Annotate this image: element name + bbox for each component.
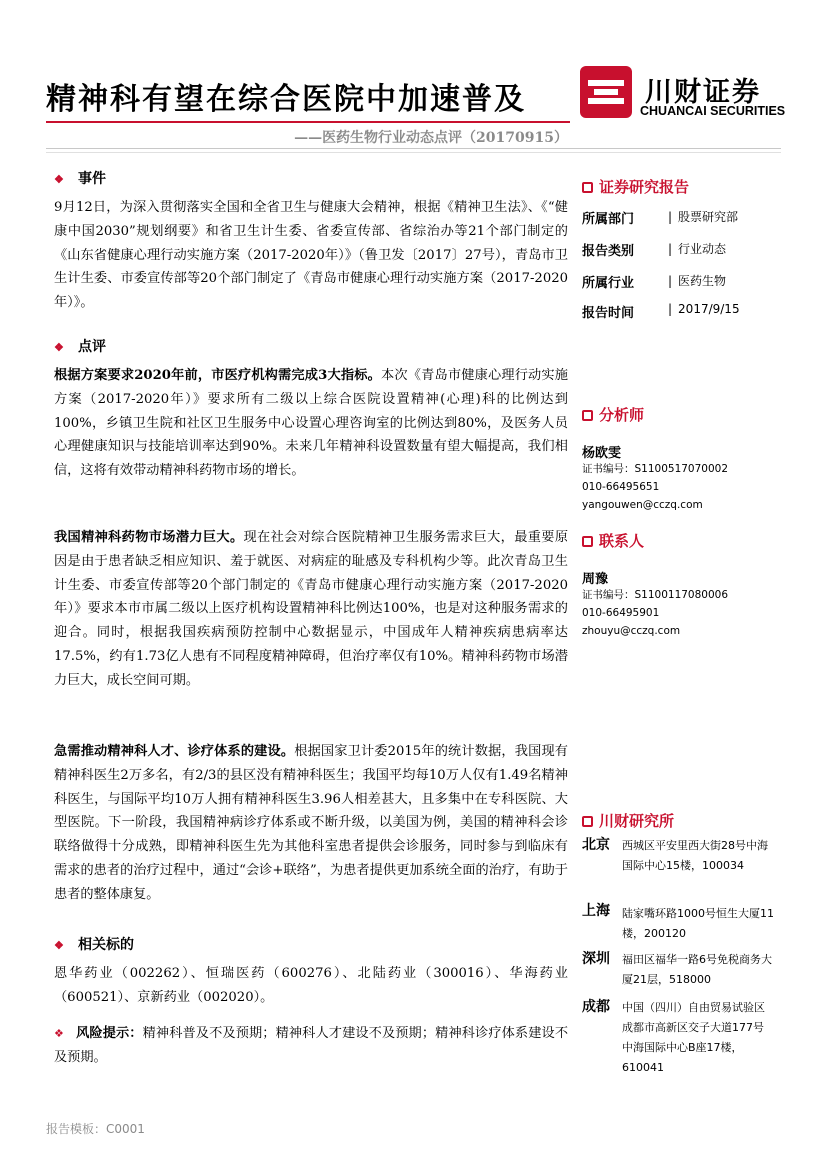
comment-p3-lead: 急需推动精神科人才、诊疗体系的建设。 (54, 744, 295, 759)
section-square-icon (582, 182, 593, 193)
contact-phone: 010-66495901 (582, 607, 660, 619)
brand-name: 川财证券 (645, 77, 761, 107)
title-rule (46, 121, 570, 123)
section-comment-heading: ❖ 点评 (54, 339, 106, 355)
meta-label-dept: 所属部门 (582, 212, 635, 227)
event-paragraph: 9月12日，为深入贯彻落实全国和全省卫生与健康大会精神，根据《精神卫生法》、《“健康中国2030”规划纲要》和省卫生计生委、省委宣传部、省综治办等21个部门制定的《山东省健康心理行动实施方案（2017-2020年）》（鲁卫发〔2017〕27号），青岛市卫生计生委、市委宣传部等20个部门制定了《青岛市健康心理行动实施方案（2017-2020年）》。 (54, 200, 568, 311)
page-subtitle: ——医药生物行业动态点评（20170915） (294, 130, 568, 146)
diamond-bullet-icon: ❖ (54, 939, 64, 952)
office-address-shanghai: 陆家嘴环路1000号恒生大厦11楼，200120 (622, 907, 774, 940)
office-city-chengdu: 成都 (582, 999, 610, 1015)
header-divider-thin (46, 152, 781, 153)
section-event-heading: ❖ 事件 (54, 171, 106, 187)
brand-logo-icon (580, 66, 632, 118)
contact-email[interactable]: zhouyu@cczq.com (582, 625, 681, 637)
diamond-bullet-icon: ❖ (54, 173, 64, 186)
office-address-shenzhen: 福田区福华一路6号免税商务大厦21层，518000 (622, 953, 772, 986)
analyst-name: 杨欧雯 (582, 446, 622, 461)
meta-value-category: | 行业动态 (668, 240, 726, 257)
contact-cert: 证书编号：S1100117080006 (582, 589, 729, 601)
section-targets-heading: ❖ 相关标的 (54, 937, 134, 953)
contact-heading: 联系人 (582, 530, 644, 551)
analyst-phone: 010-66495651 (582, 481, 660, 493)
targets-paragraph: 恩华药业（002262）、恒瑞医药（600276）、北陆药业（300016）、华海药业（600521）、京新药业（002020）。 (54, 966, 568, 1005)
comment-paragraph-2 (54, 526, 568, 693)
diamond-bullet-icon: ❖ (54, 341, 64, 354)
header-divider (46, 148, 781, 149)
meta-value-dept: | 股票研究部 (668, 208, 738, 225)
contact-name: 周豫 (582, 572, 609, 587)
office-address-beijing: 西城区平安里西大街28号中海国际中心15楼，100034 (622, 839, 768, 872)
section-square-icon (582, 536, 593, 547)
analyst-heading: 分析师 (582, 404, 644, 425)
office-city-beijing: 北京 (582, 837, 610, 853)
analyst-cert: 证书编号：S1100517070002 (582, 463, 729, 475)
comment-p2-lead: 我国精神科药物市场潜力巨大。 (54, 530, 244, 545)
meta-label-category: 报告类别 (582, 244, 635, 259)
comment-paragraph-1 (54, 364, 568, 483)
brand-name-en: CHUANCAI SECURITIES (640, 104, 786, 118)
comment-p3-body: 根据国家卫计委2015年的统计数据，我国现有精神科医生2万多名，有2/3的县区没有精神科医生；我国平均每10万人仅有1.49名精神科医生，与国际平均10万人拥有精神科医生3.96人相差甚大，且多集中在专科医院、大型医院。下一阶段，我国精神病诊疗体系或不断升级，以美国为例，美国的精神科会诊联络做得十分成熟，即精神科医生先为其他科室患者提供会诊服务，同时参与到临床有需求的患者的治疗过程中，通过“会诊+联络”，为患者提供更加系统全面的治疗，有助于患者的整体康复。 (54, 744, 568, 902)
comment-p1-lead: 根据方案要求2020年前，市医疗机构需完成3大指标。 (54, 368, 381, 383)
section-square-icon (582, 816, 593, 827)
comment-p2-body: 现在社会对综合医院精神卫生服务需求巨大，最重要原因是由于患者缺乏相应知识、羞于就医、对病症的耻感及专科机构少等。此次青岛卫生计生委、市委宣传部等20个部门制定的《青岛市健康心理行动实施方案（2017-2020年）》要求本市市属二级以上医疗机构设置精神科比例达100%，也是对这种服务需求的迎合。同时，根据我国疾病预防控制中心数据显示，中国成年人精神疾病患病率达17.5%，约有1.73亿人患有不同程度精神障碍，但治疗率仅有10%。精神科药物市场潜力巨大，成长空间可期。 (54, 530, 569, 688)
page-title: 精神科有望在综合医院中加速普及 (46, 82, 526, 117)
analyst-email[interactable]: yangouwen@cczq.com (582, 499, 703, 511)
comment-p1-body: 本次《青岛市健康心理行动实施方案（2017-2020年）》要求所有二级以上综合医院设置精神(心理)科的比例达到100%，乡镇卫生院和社区卫生服务中心设置心理咨询室的比例达到80%，及医务人员心理健康知识与技能培训率达到90%。未来几年精神科设置数量有望大幅提高，我们相信，这将有效带动精神科药物市场的增长。 (54, 368, 568, 479)
report-heading: 证券研究报告 (582, 176, 689, 197)
meta-label-date: 报告时间 (582, 306, 635, 321)
diamond-bullet-icon: ❖ (54, 1027, 64, 1040)
institute-heading: 川财研究所 (582, 810, 674, 831)
risk-heading: 风险提示： (76, 1026, 143, 1041)
office-city-shanghai: 上海 (582, 903, 610, 919)
meta-label-industry: 所属行业 (582, 276, 635, 291)
meta-value-industry: | 医药生物 (668, 272, 726, 289)
footer-template-id: 报告模板：C0001 (46, 1122, 145, 1136)
office-address-chengdu: 中国（四川）自由贸易试验区成都市高新区交子大道177号中海国际中心B座17楼，610041 (622, 1001, 765, 1074)
office-city-shenzhen: 深圳 (582, 951, 610, 967)
section-square-icon (582, 410, 593, 421)
meta-value-date: | 2017/9/15 (668, 302, 740, 316)
risk-body: 精神科普及不及预期；精神科人才建设不及预期；精神科诊疗体系建设不及预期。 (54, 1026, 569, 1065)
comment-paragraph-3 (54, 740, 568, 907)
risk-paragraph (54, 1022, 568, 1070)
